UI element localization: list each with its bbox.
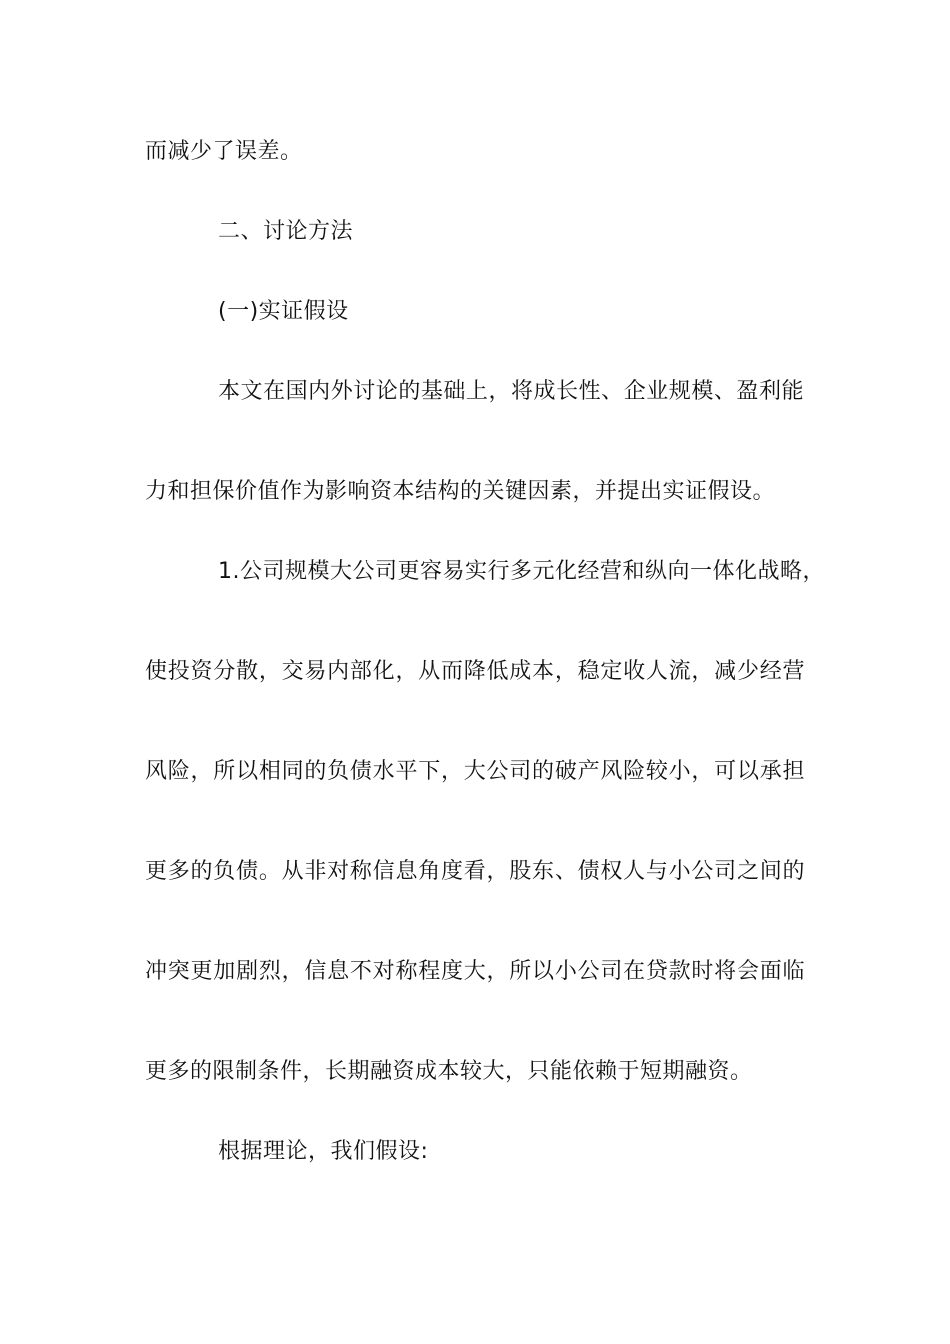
paragraph-line: 根据理论，我们假设: (218, 1139, 429, 1164)
paragraph-line: 力和担保价值作为影响资本结构的关键因素，并提出实证假设。 (145, 479, 776, 504)
section-heading: 二、讨论方法 (218, 219, 354, 244)
paragraph-line: 风险，所以相同的负债水平下，大公司的破产风险较小，可以承担 (145, 759, 805, 784)
text-line-continuation: 而减少了误差。 (145, 139, 303, 164)
paragraph-line: 更多的负债。从非对称信息角度看，股东、债权人与小公司之间的 (145, 859, 805, 884)
paragraph-line: 本文在国内外讨论的基础上，将成长性、企业规模、盈利能 (218, 379, 804, 404)
paragraph-line: 使投资分散，交易内部化，从而降低成本，稳定收人流，减少经营 (145, 659, 805, 684)
numbered-item-line: 1.公司规模大公司更容易实行多元化经营和纵向一体化战略， (218, 559, 825, 584)
paragraph-line: 冲突更加剧烈，信息不对称程度大，所以小公司在贷款时将会面临 (145, 959, 805, 984)
subsection-heading: (一)实证假设 (218, 299, 349, 324)
paragraph-line: 更多的限制条件，长期融资成本较大，只能依赖于短期融资。 (145, 1059, 753, 1084)
